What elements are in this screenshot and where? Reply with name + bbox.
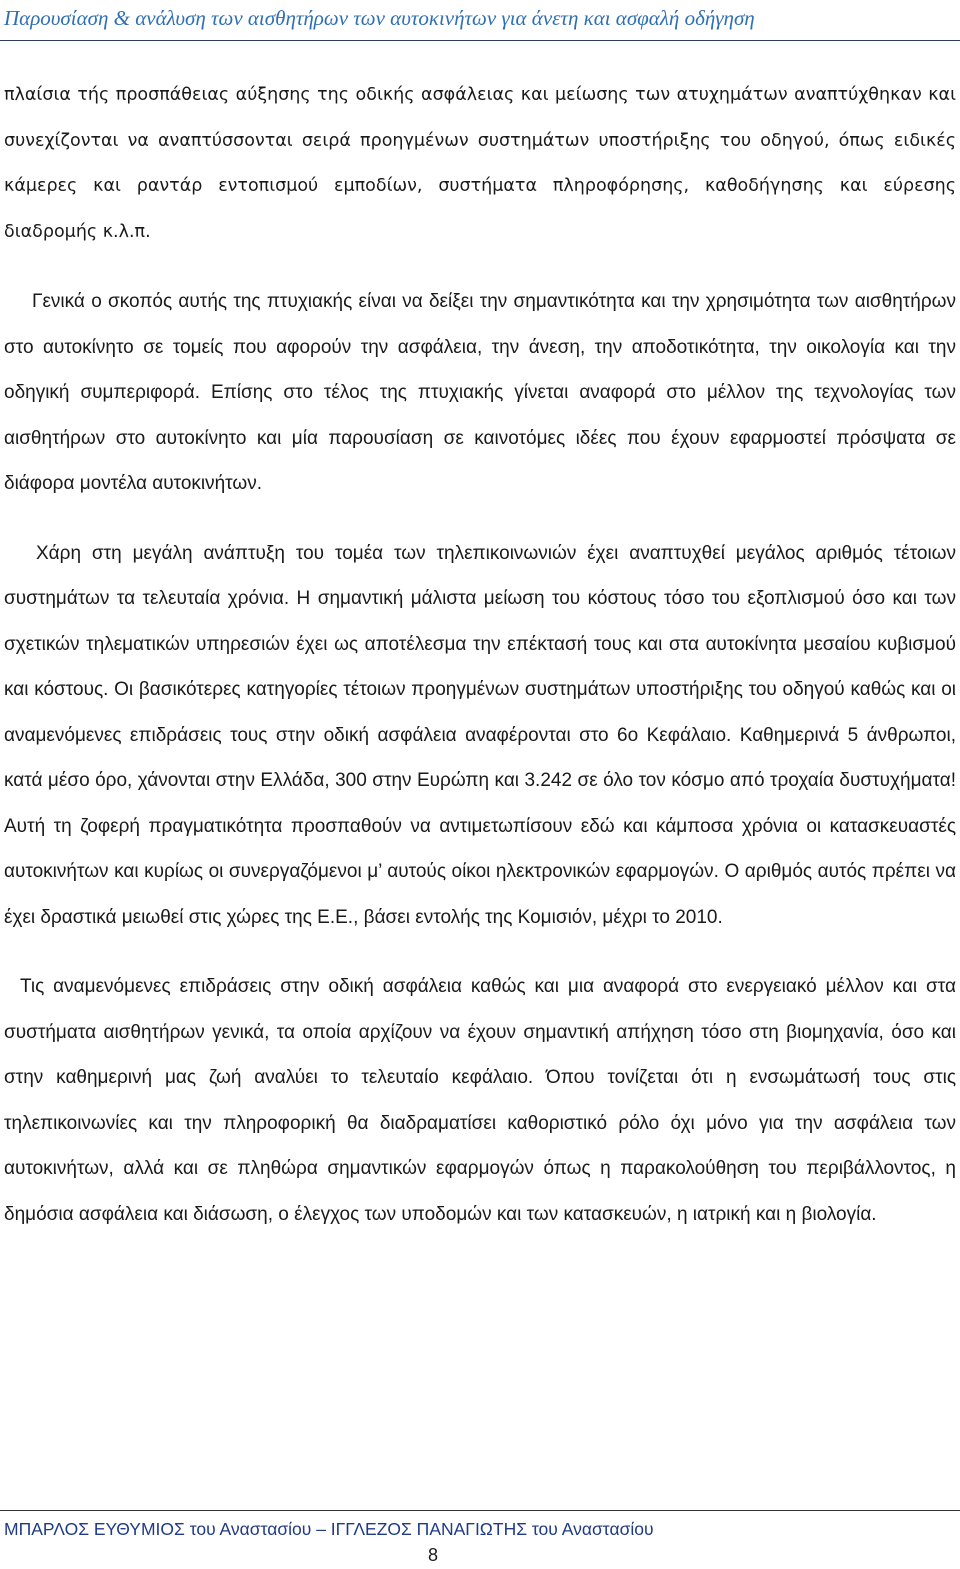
- paragraph-4: Τις αναμενόμενες επιδράσεις στην οδική ασφάλεια καθώς και μια αναφορά στο ενεργειακό μέλλον και στα συστήματα αισθητήρων γενικά, τα οποία αρχίζουν να έχουν σημαντική απήχηση τόσο στη βιομηχανία, όσο και στην καθημερινή μας ζωή αναλύει το τελευταίο κεφάλαιο. Όπου τονίζεται ότι η ενσωμάτωσή τους στις τηλεπικοινωνίες και την πληροφορική θα διαδραματίσει καθοριστικό ρόλο όχι μόνο για την ασφάλεια των αυτοκινήτων, αλλά και σε πληθώρα σημαντικών εφαρμογών όπως η παρακολούθηση του περιβάλλοντος, η δημόσια ασφάλεια και διάσωση, ο έλεγχος των υποδομών και των κατασκευών, η ιατρική και η βιολογία.: [4, 976, 956, 1225]
- paragraph-1: πλαίσια τής προσπάθειας αύξησης της οδικής ασφάλειας και μείωσης των ατυχημάτων αναπτύχθηκαν και συνεχίζονται να αναπτύσσονται σειρά προηγμένων συστημάτων υποστήριξης του οδηγού, όπως ειδικές κάμερες και ραντάρ εντοπισμού εμποδίων, συστήματα πληροφόρησης, καθοδήγησης και εύρεσης διαδρομής κ.λ.π.: [4, 85, 956, 242]
- page-number: 8: [427, 1545, 438, 1565]
- paragraph-3: Χάρη στη μεγάλη ανάπτυξη του τομέα των τηλεπικοινωνιών έχει αναπτυχθεί μεγάλος αριθμός τέτοιων συστημάτων τα τελευταία χρόνια. Η σημαντική μάλιστα μείωση του κόστους τόσο του εξοπλισμού όσο και των σχετικών τηλεματικών υπηρεσιών έχει ως αποτέλεσμα την επέκτασή τους και στα αυτοκίνητα μεσαίου κυβισμού και κόστους. Οι βασικότερες κατηγορίες τέτοιων προηγμένων συστημάτων υποστήριξης του οδηγού καθώς και οι αναμενόμενες επιδράσεις τους στην οδική ασφάλεια αναφέρονται στο 6ο Κεφάλαιο. Καθημερινά 5 άνθρωποι, κατά μέσο όρο, χάνονται στην Ελλάδα, 300 στην Ευρώπη και 3.242 σε όλο τον κόσμο από τροχαία δυστυχήματα! Αυτή τη ζοφερή πραγματικότητα προσπαθούν να αντιμετωπίσουν εδώ και κάμποσα χρόνια οι κατασκευαστές αυτοκινήτων και κυρίως οι συνεργαζόμενοι μ’ αυτούς οίκοι ηλεκτρονικών εφαρμογών. Ο αριθμός αυτός πρέπει να έχει δραστικά μειωθεί στις χώρες της Ε.Ε., βάσει εντολής της Κομισιόν, μέχρι το 2010.: [4, 542, 956, 928]
- body-content: [4, 73, 956, 1237]
- header-title: Παρουσίαση & ανάλυση των αισθητήρων των αυτοκινήτων για άνετη και ασφαλή οδήγηση: [4, 6, 755, 30]
- running-header: [0, 0, 960, 41]
- footer-divider: [0, 1510, 960, 1511]
- footer-authors: ΜΠΑΡΛΟΣ ΕΥΘΥΜΙΟΣ του Αναστασίου – ΙΓΓΛΕΖΟΣ ΠΑΝΑΓΙΩΤΗΣ του Αναστασίου: [4, 1519, 654, 1539]
- paragraph-2: Γενικά ο σκοπός αυτής της πτυχιακής είναι να δείξει την σημαντικότητα και την χρησιμότητα των αισθητήρων στο αυτοκίνητο σε τομείς που αφορούν την ασφάλεια, την άνεση, την αποδοτικότητα, την οικολογία και την οδηγική συμπεριφορά. Επίσης στο τέλος της πτυχιακής γίνεται αναφορά στο μέλλον της τεχνολογίας των αισθητήρων στο αυτοκίνητο και μία παρουσίαση σε καινοτόμες ιδέες που έχουν εφαρμοστεί πρόσψατα σε διάφορα μοντέλα αυτοκινήτων.: [4, 291, 956, 494]
